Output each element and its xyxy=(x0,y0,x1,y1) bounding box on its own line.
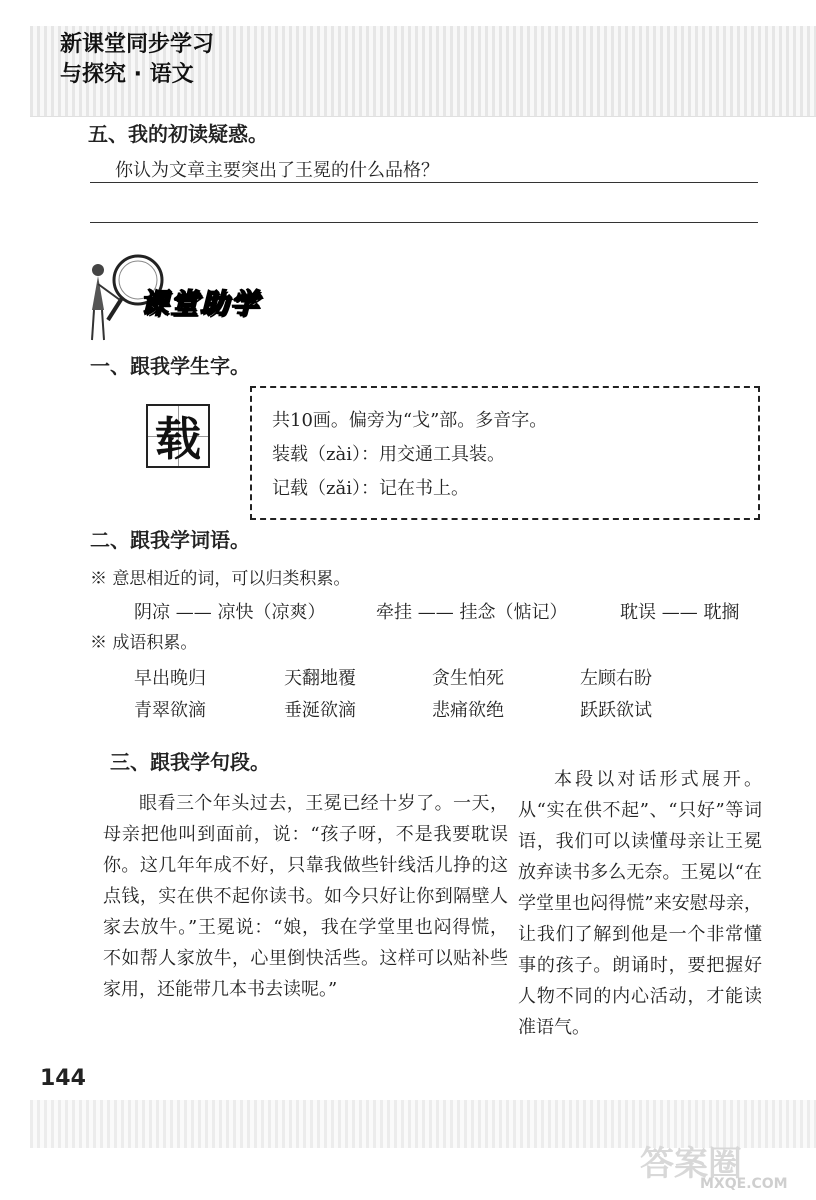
watermark-url: MXQE.COM xyxy=(700,1176,788,1192)
idiom: 跃跃欲试 xyxy=(580,700,652,721)
synonym-note: ※ 意思相近的词，可以归类积累。 xyxy=(90,569,351,589)
part1-heading: 一、跟我学生字。 xyxy=(90,354,250,378)
info-line: 记载（zǎi）：记在书上。 xyxy=(272,478,469,499)
idiom: 青翠欲滴 xyxy=(134,700,206,721)
section5-question: 你认为文章主要突出了王冕的什么品格？ xyxy=(115,160,439,181)
book-title xyxy=(60,30,214,90)
book-title-line1: 新课堂同步学习 xyxy=(60,32,215,57)
answer-line[interactable] xyxy=(90,222,758,223)
character-info-box xyxy=(250,386,760,520)
reading-paragraph: 眼看三个年头过去，王冕已经十岁了。一天，母亲把他叫到面前，说：“孩子呀，不是我要耽误你。这几年年成不好，只靠我做些针线活儿挣的这点钱，实在供不起你读书。如今只好让你到隔壁人家去放牛。”王冕说：“娘，我在学堂里也闷得慌，不如帮人家放牛，心里倒快活些。这样可以贴补些家用，还能带几本书去读呢。” xyxy=(103,793,508,1000)
answer-line[interactable] xyxy=(90,182,758,183)
section5-heading: 五、我的初读疑惑。 xyxy=(88,122,268,146)
character-grid-box xyxy=(146,404,210,468)
section-badge-label: 课堂助学 xyxy=(140,287,261,320)
synonym-pair: 牵挂 —— 挂念（惦记） xyxy=(376,602,568,623)
page-number: 144 xyxy=(40,1066,86,1091)
idiom: 贪生怕死 xyxy=(432,668,504,689)
part2-heading: 二、跟我学词语。 xyxy=(90,528,250,552)
watermark-logo: 答案圈 xyxy=(640,1144,742,1184)
synonym-pair: 耽误 —— 耽搁 xyxy=(620,602,740,623)
idiom: 左顾右盼 xyxy=(580,668,652,689)
idiom-note: ※ 成语积累。 xyxy=(90,633,198,653)
part3-heading: 三、跟我学句段。 xyxy=(110,750,270,774)
idiom: 垂涎欲滴 xyxy=(284,700,356,721)
book-title-line2: 与探究 · 语文 xyxy=(60,62,194,87)
idiom: 早出晚归 xyxy=(134,668,206,689)
margin-commentary: 本段以对话形式展开。从“实在供不起”、“只好”等词语，我们可以读懂母亲让王冕放弃读书多么无奈。王冕以“在学堂里也闷得慌”来安慰母亲，让我们了解到他是一个非常懂事的孩子。朗诵时，要把握好人物不同的内心活动，才能读准语气。 xyxy=(518,769,762,1038)
study-character: 载 xyxy=(155,412,201,466)
idiom: 天翻地覆 xyxy=(284,668,356,689)
info-line: 共10画。偏旁为“戈”部。多音字。 xyxy=(272,410,548,431)
synonym-pair: 阴凉 —— 凉快（凉爽） xyxy=(134,602,326,623)
info-line: 装载（zài）：用交通工具装。 xyxy=(272,444,505,465)
idiom: 悲痛欲绝 xyxy=(432,700,504,721)
